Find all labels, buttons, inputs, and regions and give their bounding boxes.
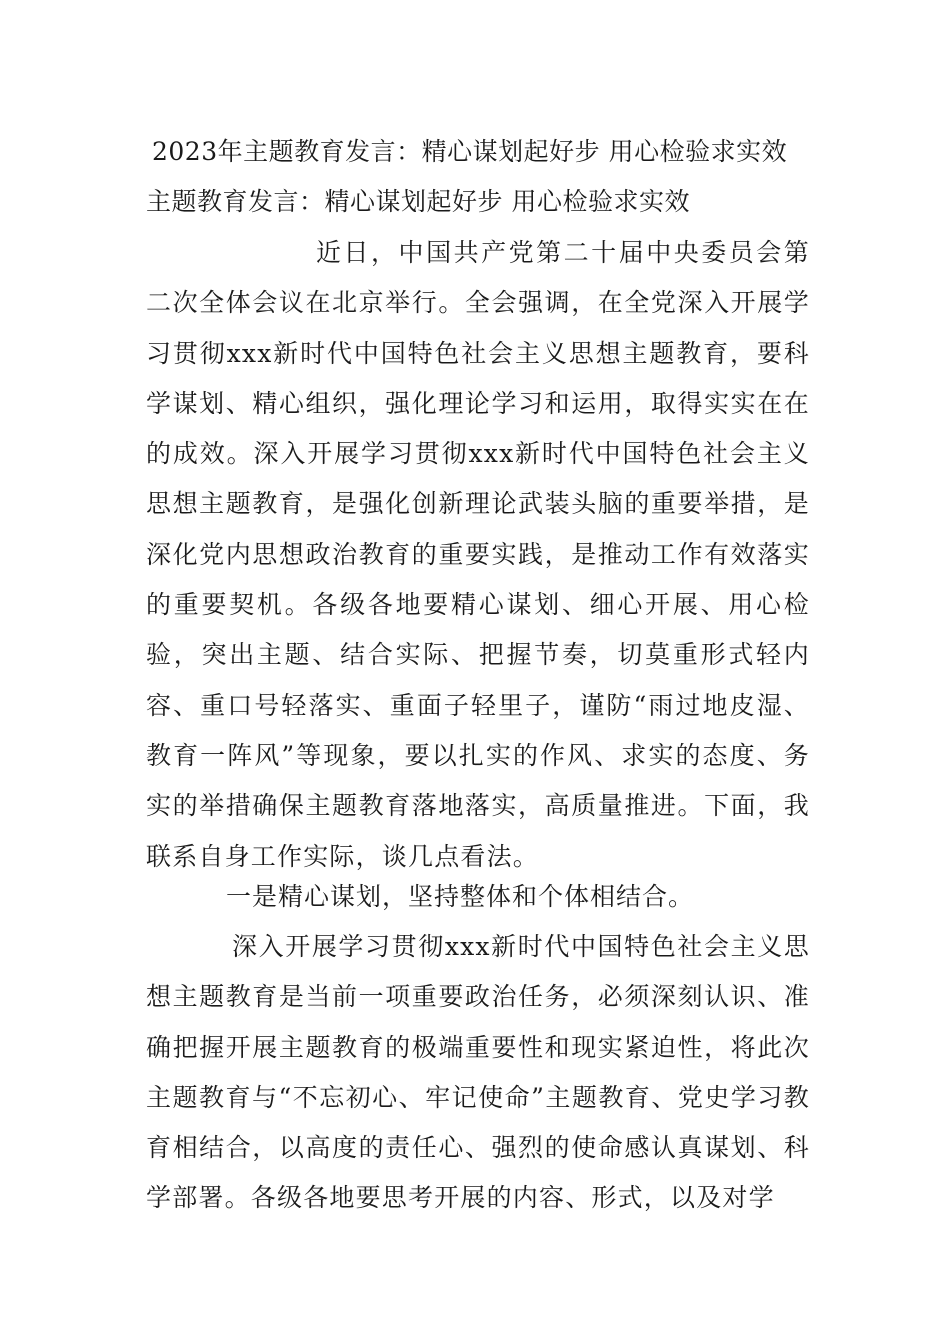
paragraph-section-1: 深入开展学习贯彻xxx新时代中国特色社会主义思想主题教育是当前一项重要政治任务，必须深刻认识、准确把握开展主题教育的极端重要性和现实紧迫性，将此次主题教育与“不忘初心、牢记使命”主题教育、党史学习教育相结合，以高度的责任心、强烈的使命感认真谋划、科学部署。各级各地要思考开展的内容、形式，以及对学 [146,932,810,1213]
document-subtitle: 主题教育发言：精心谋划起好步 用心检验求实效 [146,187,690,216]
section-heading-1: 一是精心谋划，坚持整体和个体相结合。 [226,882,695,911]
document-title: 2023年主题教育发言：精心谋划起好步 用心检验求实效 [152,137,788,166]
paragraph-intro: 近日，中国共产党第二十届中央委员会第二次全体会议在北京举行。全会强调，在全党深入开展学习贯彻xxx新时代中国特色社会主义思想主题教育，要科学谋划、精心组织，强化理论学习和运用，取得实实在在的成效。深入开展学习贯彻xxx新时代中国特色社会主义思想主题教育，是强化创新理论武装头脑的重要举措，是深化党内思想政治教育的重要实践，是推动工作有效落实的重要契机。各级各地要精心谋划、细心开展、用心检验，突出主题、结合实际、把握节奏，切莫重形式轻内容、重口号轻落实、重面子轻里子，谨防“雨过地皮湿、教育一阵风”等现象，要以扎实的作风、求实的态度、务实的举措确保主题教育落地落实，高质量推进。下面，我联系自身工作实际，谈几点看法。 [146,238,810,871]
